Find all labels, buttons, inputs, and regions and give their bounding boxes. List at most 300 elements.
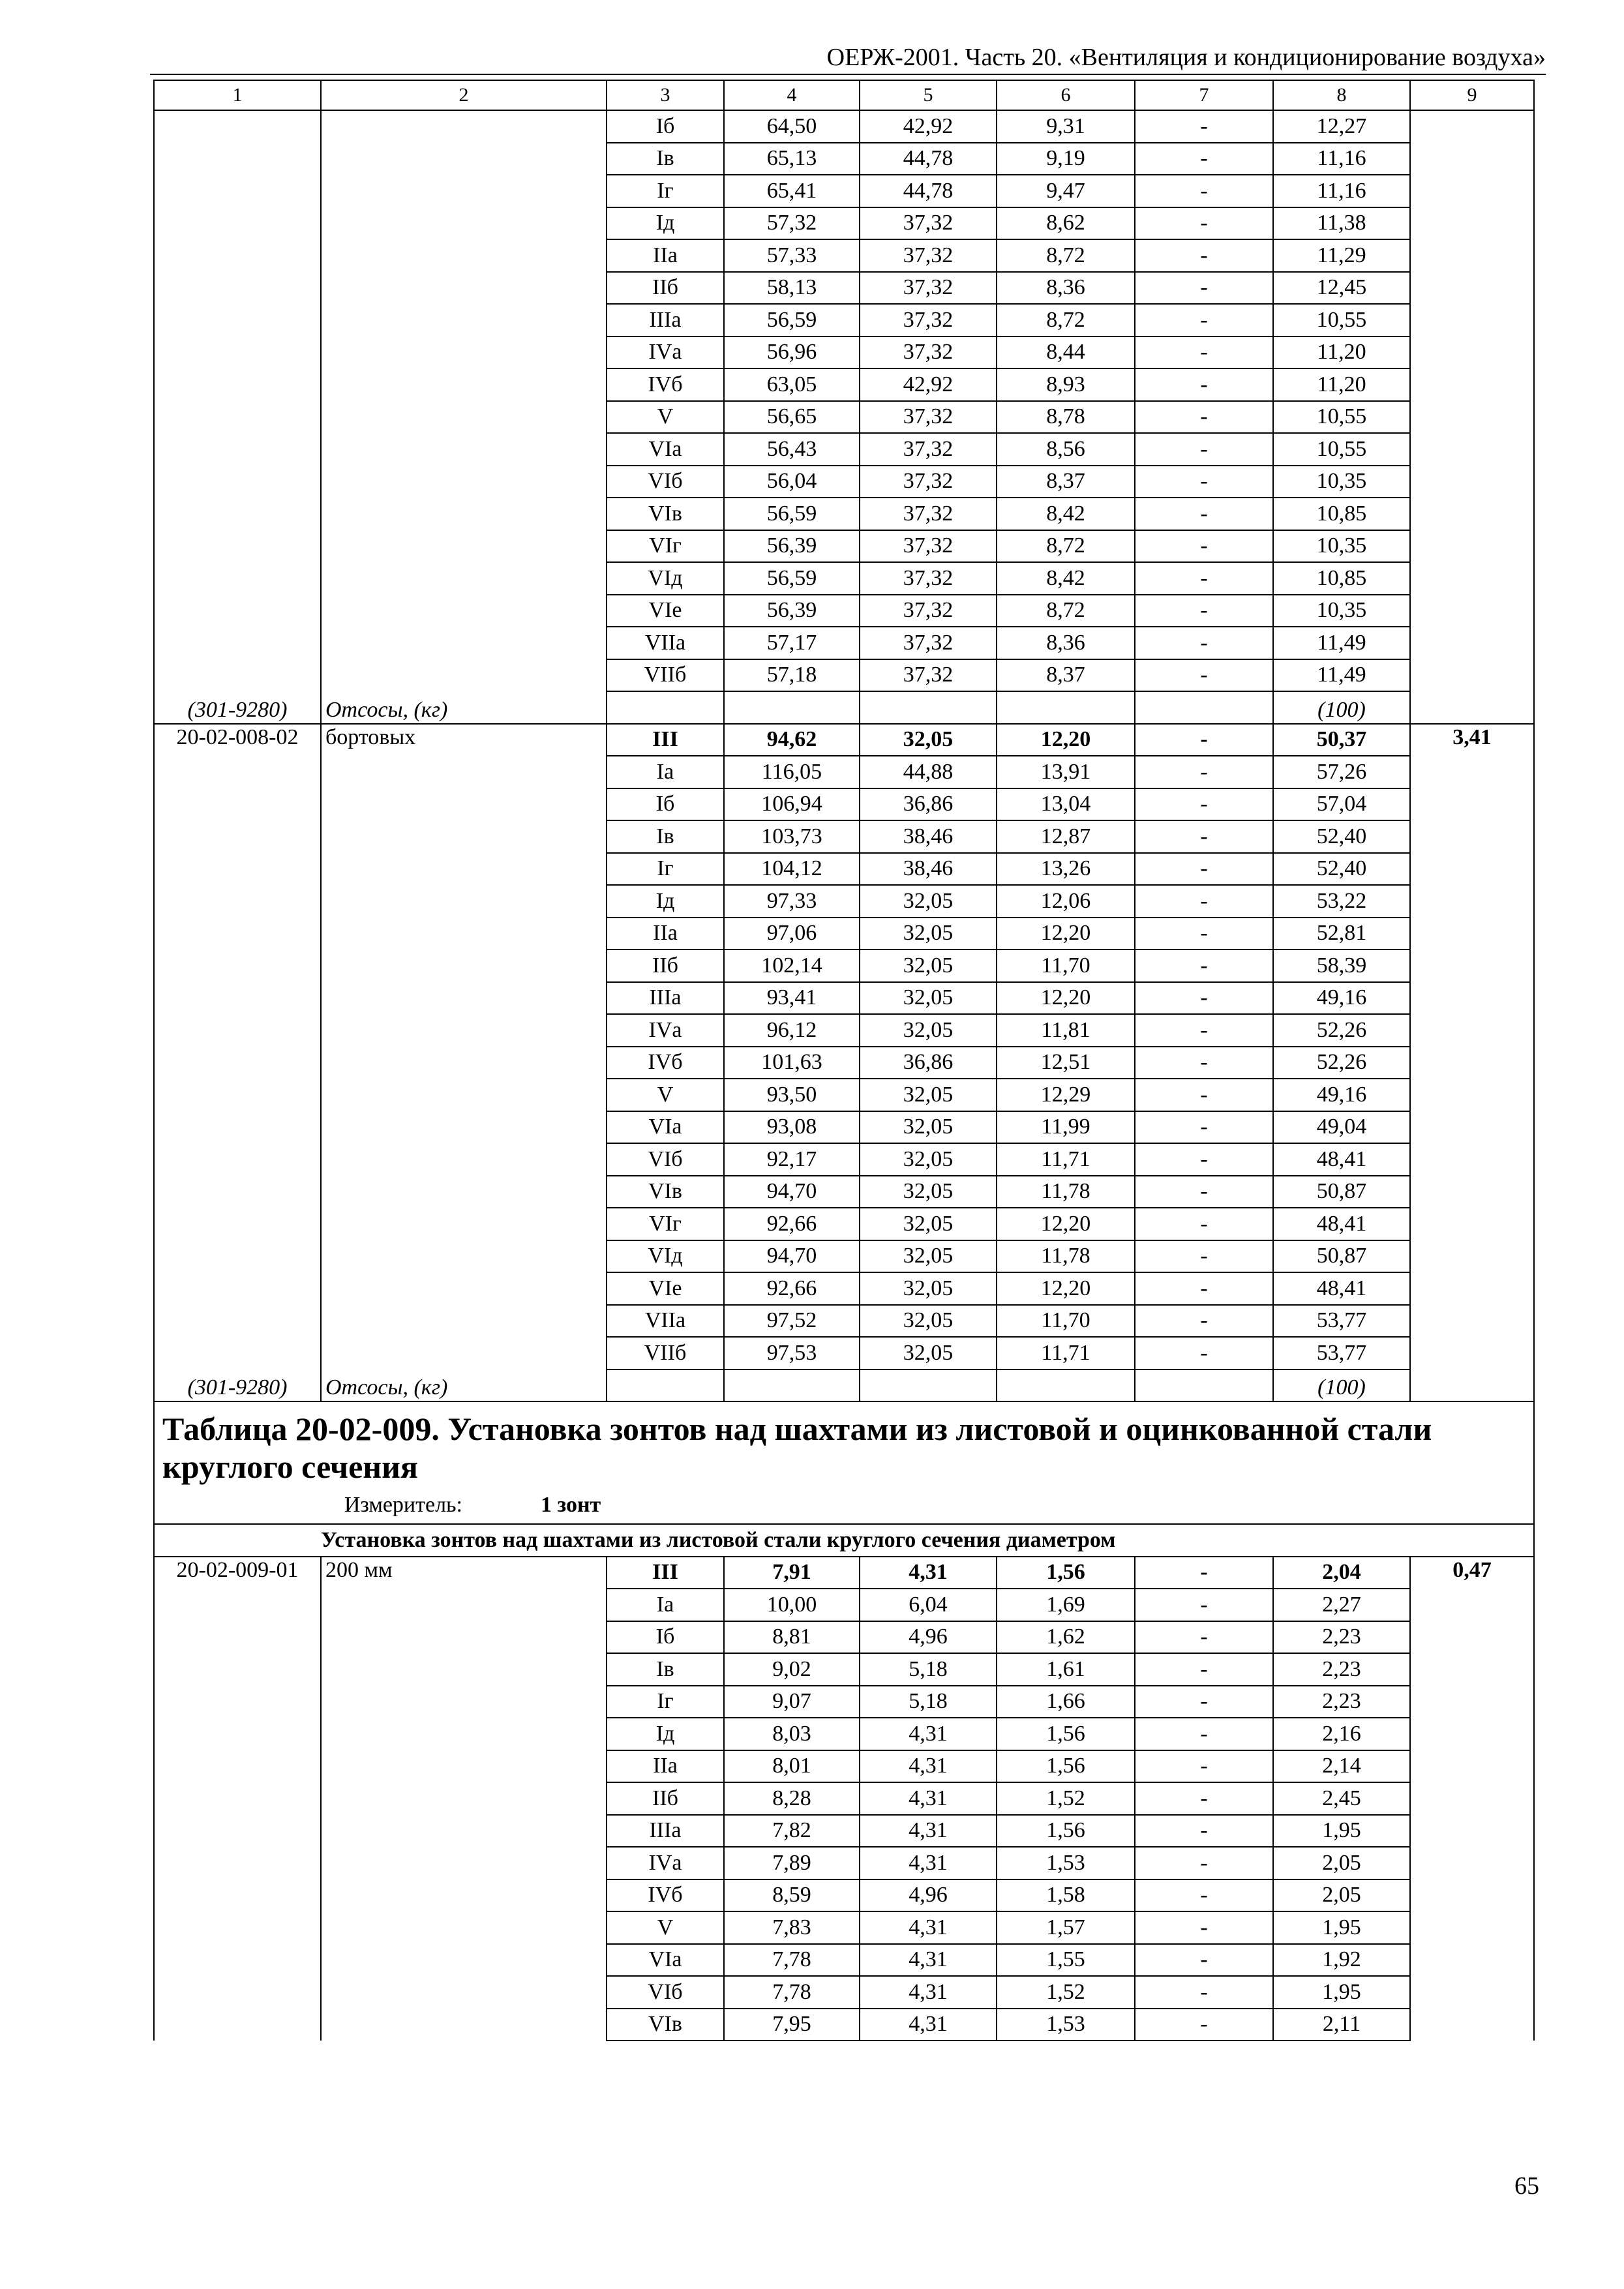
wages-cell: 4,31: [860, 1847, 997, 1879]
zone-cell: Iб: [607, 1621, 724, 1654]
zone-cell: IIIа: [607, 1815, 724, 1848]
total-cost-cell: 92,66: [724, 1208, 860, 1240]
resource-norm: (100): [1273, 691, 1410, 724]
driver-wages-cell: -: [1135, 272, 1273, 305]
wages-cell: 37,32: [860, 401, 997, 434]
zone-cell: VIе: [607, 1272, 724, 1305]
total-cost-cell: 106,94: [724, 788, 860, 821]
driver-wages-cell: -: [1135, 562, 1273, 595]
materials-cell: 1,95: [1273, 1911, 1410, 1944]
wages-cell: 37,32: [860, 433, 997, 466]
driver-wages-cell: -: [1135, 239, 1273, 272]
materials-cell: 53,77: [1273, 1305, 1410, 1338]
total-cost-cell: 64,50: [724, 110, 860, 143]
wages-cell: 4,96: [860, 1879, 997, 1912]
zone-cell: Iв: [607, 143, 724, 175]
materials-cell: 10,55: [1273, 401, 1410, 434]
total-cost-cell: 56,96: [724, 337, 860, 369]
subheading-row: [154, 1524, 1534, 1557]
zone-cell: Iб: [607, 110, 724, 143]
machines-cell: 8,78: [997, 401, 1135, 434]
machines-cell: 11,78: [997, 1240, 1135, 1273]
total-cost-cell: 7,78: [724, 1944, 860, 1977]
column-number: 9: [1410, 80, 1534, 110]
wages-cell: 4,31: [860, 1944, 997, 1977]
materials-cell: 52,40: [1273, 820, 1410, 853]
zone-cell: VIе: [607, 595, 724, 627]
empty-cell: [997, 1369, 1135, 1402]
wages-cell: 4,31: [860, 1782, 997, 1815]
materials-cell: 10,35: [1273, 466, 1410, 498]
machines-cell: 11,71: [997, 1143, 1135, 1176]
wages-cell: 32,05: [860, 982, 997, 1015]
column-number: 5: [860, 80, 997, 110]
materials-cell: 52,40: [1273, 853, 1410, 886]
total-cost-cell: 63,05: [724, 368, 860, 401]
driver-wages-cell: -: [1135, 885, 1273, 918]
empty-cell: [1135, 1369, 1273, 1402]
zone-cell: Iа: [607, 1589, 724, 1621]
zone-cell: V: [607, 1911, 724, 1944]
wages-cell: 4,31: [860, 1911, 997, 1944]
wages-cell: 32,05: [860, 1014, 997, 1047]
machines-cell: 12,20: [997, 724, 1135, 756]
zone-cell: III: [607, 1557, 724, 1589]
driver-wages-cell: -: [1135, 1653, 1273, 1686]
machines-cell: 1,62: [997, 1621, 1135, 1654]
wages-cell: 42,92: [860, 368, 997, 401]
wages-cell: 4,31: [860, 1718, 997, 1750]
machines-cell: 9,19: [997, 143, 1135, 175]
machines-cell: 1,57: [997, 1911, 1135, 1944]
driver-wages-cell: -: [1135, 466, 1273, 498]
driver-wages-cell: -: [1135, 1911, 1273, 1944]
measure-unit: 1 зонт: [541, 1493, 601, 1517]
materials-cell: 11,38: [1273, 207, 1410, 240]
empty-cell: [997, 691, 1135, 724]
materials-cell: 2,16: [1273, 1718, 1410, 1750]
total-cost-cell: 8,01: [724, 1750, 860, 1783]
wages-cell: 37,32: [860, 304, 997, 337]
measure-label: Измеритель:: [344, 1493, 462, 1517]
zone-cell: Iв: [607, 820, 724, 853]
rate-name: [321, 110, 607, 691]
total-cost-cell: 10,00: [724, 1589, 860, 1621]
table-title: Таблица 20-02-009. Установка зонтов над шахтами из листовой и оцинкованной стали круглого сечения: [162, 1411, 1432, 1485]
empty-cell: [724, 691, 860, 724]
total-cost-cell: 56,59: [724, 498, 860, 530]
column-number: 8: [1273, 80, 1410, 110]
machines-cell: 8,36: [997, 627, 1135, 659]
wages-cell: 37,32: [860, 562, 997, 595]
driver-wages-cell: -: [1135, 788, 1273, 821]
driver-wages-cell: -: [1135, 1847, 1273, 1879]
zone-cell: VIIа: [607, 627, 724, 659]
materials-cell: 11,20: [1273, 337, 1410, 369]
zone-cell: III: [607, 724, 724, 756]
materials-cell: 2,23: [1273, 1653, 1410, 1686]
total-cost-cell: 65,41: [724, 175, 860, 207]
zone-cell: Iд: [607, 885, 724, 918]
zone-cell: VIIб: [607, 659, 724, 692]
materials-cell: 10,85: [1273, 562, 1410, 595]
driver-wages-cell: -: [1135, 982, 1273, 1015]
empty-cell: [607, 691, 724, 724]
driver-wages-cell: -: [1135, 304, 1273, 337]
driver-wages-cell: -: [1135, 950, 1273, 982]
wages-cell: 32,05: [860, 950, 997, 982]
empty-cell: [724, 1369, 860, 1402]
driver-wages-cell: -: [1135, 1014, 1273, 1047]
total-cost-cell: 56,39: [724, 595, 860, 627]
machines-cell: 1,52: [997, 1782, 1135, 1815]
driver-wages-cell: -: [1135, 724, 1273, 756]
driver-wages-cell: -: [1135, 1976, 1273, 2009]
zone-cell: Iд: [607, 1718, 724, 1750]
materials-cell: 49,16: [1273, 1079, 1410, 1111]
total-cost-cell: 94,70: [724, 1240, 860, 1273]
table-title-row: [154, 1401, 1534, 1524]
wages-cell: 4,96: [860, 1621, 997, 1654]
machines-cell: 1,56: [997, 1750, 1135, 1783]
driver-wages-cell: -: [1135, 595, 1273, 627]
empty-cell: [154, 1524, 321, 1557]
total-cost-cell: 7,91: [724, 1557, 860, 1589]
resource-footer-row: [154, 691, 1534, 724]
zone-cell: VIIб: [607, 1337, 724, 1369]
rate-code: [154, 110, 321, 691]
driver-wages-cell: -: [1135, 1208, 1273, 1240]
total-cost-cell: 7,95: [724, 2009, 860, 2041]
total-cost-cell: 94,62: [724, 724, 860, 756]
total-cost-cell: 56,59: [724, 562, 860, 595]
materials-cell: 2,05: [1273, 1879, 1410, 1912]
total-cost-cell: 92,66: [724, 1272, 860, 1305]
machines-cell: 12,51: [997, 1047, 1135, 1079]
column-number: 2: [321, 80, 607, 110]
resource-name: Отсосы, (кг): [321, 691, 607, 724]
page-number: 65: [1514, 2172, 1539, 2200]
machines-cell: 1,56: [997, 1718, 1135, 1750]
total-cost-cell: 103,73: [724, 820, 860, 853]
materials-cell: 2,45: [1273, 1782, 1410, 1815]
driver-wages-cell: -: [1135, 368, 1273, 401]
total-cost-cell: 93,08: [724, 1111, 860, 1144]
zone-cell: Iг: [607, 853, 724, 886]
materials-cell: 50,87: [1273, 1176, 1410, 1208]
total-cost-cell: 8,81: [724, 1621, 860, 1654]
rates-table: [153, 80, 1535, 2041]
wages-cell: 44,78: [860, 143, 997, 175]
driver-wages-cell: -: [1135, 1718, 1273, 1750]
materials-cell: 11,49: [1273, 659, 1410, 692]
driver-wages-cell: -: [1135, 918, 1273, 950]
materials-cell: 50,87: [1273, 1240, 1410, 1273]
machines-cell: 12,20: [997, 1208, 1135, 1240]
machines-cell: 13,26: [997, 853, 1135, 886]
driver-wages-cell: -: [1135, 1337, 1273, 1369]
machines-cell: 1,58: [997, 1879, 1135, 1912]
wages-cell: 4,31: [860, 1557, 997, 1589]
total-cost-cell: 92,17: [724, 1143, 860, 1176]
labor-cost-cell: 0,47: [1410, 1557, 1534, 2041]
zone-cell: V: [607, 401, 724, 434]
materials-cell: 11,16: [1273, 143, 1410, 175]
driver-wages-cell: -: [1135, 1750, 1273, 1783]
wages-cell: 32,05: [860, 1272, 997, 1305]
wages-cell: 32,05: [860, 1111, 997, 1144]
wages-cell: 32,05: [860, 724, 997, 756]
wages-cell: 37,32: [860, 272, 997, 305]
wages-cell: 32,05: [860, 1176, 997, 1208]
materials-cell: 1,95: [1273, 1815, 1410, 1848]
machines-cell: 12,20: [997, 1272, 1135, 1305]
driver-wages-cell: -: [1135, 1047, 1273, 1079]
wages-cell: 5,18: [860, 1653, 997, 1686]
materials-cell: 11,49: [1273, 627, 1410, 659]
zone-cell: VIа: [607, 433, 724, 466]
machines-cell: 1,69: [997, 1589, 1135, 1621]
total-cost-cell: 57,18: [724, 659, 860, 692]
wages-cell: 38,46: [860, 853, 997, 886]
machines-cell: 13,91: [997, 756, 1135, 788]
total-cost-cell: 56,43: [724, 433, 860, 466]
wages-cell: 36,86: [860, 788, 997, 821]
zone-cell: IIа: [607, 1750, 724, 1783]
zone-cell: IIб: [607, 950, 724, 982]
wages-cell: 38,46: [860, 820, 997, 853]
driver-wages-cell: -: [1135, 1240, 1273, 1273]
wages-cell: 37,32: [860, 239, 997, 272]
total-cost-cell: 56,59: [724, 304, 860, 337]
materials-cell: 2,11: [1273, 2009, 1410, 2041]
zone-cell: IIа: [607, 239, 724, 272]
machines-cell: 11,81: [997, 1014, 1135, 1047]
materials-cell: 2,23: [1273, 1686, 1410, 1718]
total-cost-cell: 97,06: [724, 918, 860, 950]
zone-cell: V: [607, 1079, 724, 1111]
driver-wages-cell: -: [1135, 1589, 1273, 1621]
rate-code: 20-02-009-01: [154, 1557, 321, 2041]
wages-cell: 44,78: [860, 175, 997, 207]
materials-cell: 12,27: [1273, 110, 1410, 143]
zone-cell: VIIа: [607, 1305, 724, 1338]
column-number-row: [154, 80, 1534, 110]
total-cost-cell: 57,33: [724, 239, 860, 272]
driver-wages-cell: -: [1135, 1143, 1273, 1176]
rate-code: 20-02-008-02: [154, 724, 321, 1369]
machines-cell: 1,52: [997, 1976, 1135, 2009]
zone-cell: VIа: [607, 1944, 724, 1977]
zone-cell: Iа: [607, 756, 724, 788]
machines-cell: 8,72: [997, 530, 1135, 563]
materials-cell: 2,04: [1273, 1557, 1410, 1589]
rate-name: бортовых: [321, 724, 607, 1369]
materials-cell: 1,92: [1273, 1944, 1410, 1977]
machines-cell: 12,06: [997, 885, 1135, 918]
machines-cell: 11,99: [997, 1111, 1135, 1144]
wages-cell: 32,05: [860, 1337, 997, 1369]
machines-cell: 12,20: [997, 918, 1135, 950]
machines-cell: 1,56: [997, 1815, 1135, 1848]
wages-cell: 37,32: [860, 498, 997, 530]
driver-wages-cell: -: [1135, 853, 1273, 886]
zone-cell: IIIа: [607, 304, 724, 337]
materials-cell: 53,22: [1273, 885, 1410, 918]
wages-cell: 37,32: [860, 627, 997, 659]
total-cost-cell: 56,04: [724, 466, 860, 498]
materials-cell: 10,55: [1273, 304, 1410, 337]
wages-cell: 32,05: [860, 1208, 997, 1240]
materials-cell: 52,26: [1273, 1014, 1410, 1047]
column-number: 6: [997, 80, 1135, 110]
machines-cell: 11,71: [997, 1337, 1135, 1369]
empty-cell: [1135, 691, 1273, 724]
materials-cell: 48,41: [1273, 1143, 1410, 1176]
total-cost-cell: 7,83: [724, 1911, 860, 1944]
driver-wages-cell: -: [1135, 1944, 1273, 1977]
column-number: 7: [1135, 80, 1273, 110]
zone-cell: VIв: [607, 498, 724, 530]
rates-table-sheet: [153, 80, 1533, 2041]
wages-cell: 32,05: [860, 1079, 997, 1111]
driver-wages-cell: -: [1135, 1815, 1273, 1848]
machines-cell: 12,29: [997, 1079, 1135, 1111]
empty-cell: [607, 1369, 724, 1402]
driver-wages-cell: -: [1135, 1621, 1273, 1654]
driver-wages-cell: -: [1135, 756, 1273, 788]
machines-cell: 8,72: [997, 595, 1135, 627]
zone-cell: IIа: [607, 918, 724, 950]
zone-cell: Iб: [607, 788, 724, 821]
driver-wages-cell: -: [1135, 1176, 1273, 1208]
resource-code: (301-9280): [154, 691, 321, 724]
labor-cost-cell: [1410, 110, 1534, 724]
zone-cell: VIг: [607, 1208, 724, 1240]
rate-name: 200 мм: [321, 1557, 607, 2041]
table-row: [154, 724, 1534, 756]
driver-wages-cell: -: [1135, 1079, 1273, 1111]
materials-cell: 58,39: [1273, 950, 1410, 982]
driver-wages-cell: -: [1135, 1111, 1273, 1144]
machines-cell: 12,87: [997, 820, 1135, 853]
machines-cell: 8,44: [997, 337, 1135, 369]
zone-cell: VIг: [607, 530, 724, 563]
machines-cell: 1,53: [997, 2009, 1135, 2041]
machines-cell: 8,42: [997, 562, 1135, 595]
materials-cell: 11,20: [1273, 368, 1410, 401]
driver-wages-cell: -: [1135, 110, 1273, 143]
resource-norm: (100): [1273, 1369, 1410, 1402]
zone-cell: IIб: [607, 272, 724, 305]
total-cost-cell: 7,82: [724, 1815, 860, 1848]
zone-cell: IVб: [607, 368, 724, 401]
empty-cell: [860, 1369, 997, 1402]
header-rule: [150, 74, 1546, 75]
zone-cell: IVб: [607, 1047, 724, 1079]
materials-cell: 53,77: [1273, 1337, 1410, 1369]
machines-cell: 11,70: [997, 1305, 1135, 1338]
zone-cell: VIб: [607, 1976, 724, 2009]
machines-cell: 9,47: [997, 175, 1135, 207]
driver-wages-cell: -: [1135, 627, 1273, 659]
total-cost-cell: 104,12: [724, 853, 860, 886]
materials-cell: 48,41: [1273, 1272, 1410, 1305]
materials-cell: 11,16: [1273, 175, 1410, 207]
wages-cell: 42,92: [860, 110, 997, 143]
machines-cell: 11,70: [997, 950, 1135, 982]
machines-cell: 1,53: [997, 1847, 1135, 1879]
wages-cell: 37,32: [860, 207, 997, 240]
zone-cell: VIб: [607, 466, 724, 498]
materials-cell: 52,81: [1273, 918, 1410, 950]
total-cost-cell: 65,13: [724, 143, 860, 175]
wages-cell: 32,05: [860, 1143, 997, 1176]
measure-line: [162, 1492, 1526, 1518]
total-cost-cell: 94,70: [724, 1176, 860, 1208]
driver-wages-cell: -: [1135, 498, 1273, 530]
wages-cell: 37,32: [860, 595, 997, 627]
total-cost-cell: 57,32: [724, 207, 860, 240]
total-cost-cell: 97,53: [724, 1337, 860, 1369]
total-cost-cell: 97,33: [724, 885, 860, 918]
driver-wages-cell: -: [1135, 207, 1273, 240]
driver-wages-cell: -: [1135, 659, 1273, 692]
machines-cell: 8,93: [997, 368, 1135, 401]
zone-cell: VIд: [607, 562, 724, 595]
total-cost-cell: 7,78: [724, 1976, 860, 2009]
materials-cell: 10,35: [1273, 530, 1410, 563]
machines-cell: 1,56: [997, 1557, 1135, 1589]
materials-cell: 57,26: [1273, 756, 1410, 788]
wages-cell: 37,32: [860, 466, 997, 498]
driver-wages-cell: -: [1135, 337, 1273, 369]
driver-wages-cell: -: [1135, 433, 1273, 466]
total-cost-cell: 93,41: [724, 982, 860, 1015]
zone-cell: Iд: [607, 207, 724, 240]
materials-cell: 49,04: [1273, 1111, 1410, 1144]
materials-cell: 2,27: [1273, 1589, 1410, 1621]
materials-cell: 10,55: [1273, 433, 1410, 466]
total-cost-cell: 101,63: [724, 1047, 860, 1079]
zone-cell: IVб: [607, 1879, 724, 1912]
total-cost-cell: 8,03: [724, 1718, 860, 1750]
materials-cell: 10,35: [1273, 595, 1410, 627]
wages-cell: 37,32: [860, 659, 997, 692]
zone-cell: VIв: [607, 1176, 724, 1208]
driver-wages-cell: -: [1135, 1557, 1273, 1589]
resource-footer-row: [154, 1369, 1534, 1402]
zone-cell: IVа: [607, 1014, 724, 1047]
materials-cell: 2,14: [1273, 1750, 1410, 1783]
materials-cell: 50,37: [1273, 724, 1410, 756]
total-cost-cell: 9,07: [724, 1686, 860, 1718]
wages-cell: 4,31: [860, 1750, 997, 1783]
total-cost-cell: 102,14: [724, 950, 860, 982]
table-row: [154, 110, 1534, 143]
total-cost-cell: 58,13: [724, 272, 860, 305]
materials-cell: 10,85: [1273, 498, 1410, 530]
table-title-cell: [154, 1401, 1534, 1524]
materials-cell: 2,23: [1273, 1621, 1410, 1654]
materials-cell: 52,26: [1273, 1047, 1410, 1079]
machines-cell: 8,37: [997, 659, 1135, 692]
wages-cell: 44,88: [860, 756, 997, 788]
driver-wages-cell: -: [1135, 820, 1273, 853]
driver-wages-cell: -: [1135, 1272, 1273, 1305]
wages-cell: 32,05: [860, 918, 997, 950]
zone-cell: Iв: [607, 1653, 724, 1686]
